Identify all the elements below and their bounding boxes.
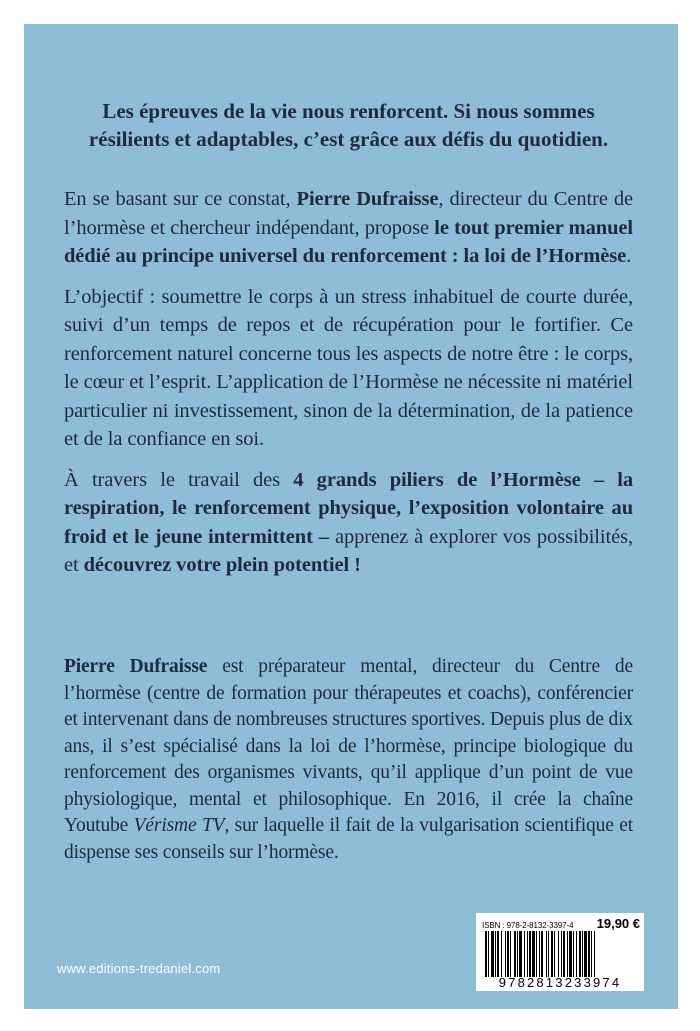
author-name: Pierre Dufraisse xyxy=(296,188,439,210)
channel-name: Vérisme TV xyxy=(133,815,225,836)
barcode-label xyxy=(476,913,644,991)
pillars-paragraph: À travers le travail des 4 grands piliers de l’Hormèse – la respiration, le renforcement physique, l’exposition volontaire au froid et le jeune intermittent – apprenez à explorer vos possibilités, et découvrez votre plein potentiel ! xyxy=(64,468,633,576)
lead-statement: Les épreuves de la vie nous renforcent. Si nous sommes résilients et adaptables, c’est grâce aux défis du quotidien. xyxy=(88,99,609,151)
isbn: ISBN : 978-2-8132-3397-4 xyxy=(482,921,574,930)
author-bio: Pierre Dufraisse est préparateur mental, directeur du Centre de l’hormèse (centre de formation pour thérapeutes et coachs), conférencier et intervenant dans de nombreuses structures sportives. Depuis plus de dix ans, il s’est spécialisé dans la loi de l’hormèse, principe biologique du renforcement des organismes vivants, qu’il applique d’un point de vue physiologique, mental et philosophique. En 2016, il crée la chaîne Youtube Vérisme TV, sur laquelle il fait de la vulgarisation scientifique et dispense ses conseils sur l’hormèse. xyxy=(64,656,633,863)
bio-author-name: Pierre Dufraisse xyxy=(64,656,208,677)
barcode-icon xyxy=(485,931,635,977)
price: 19,90 € xyxy=(596,916,640,931)
intro-paragraph: En se basant sur ce constat, Pierre Dufraisse, directeur du Centre de l’hormèse et chercheur indépendant, propose le tout premier manuel dédié au principe universel du renforcement : la loi de l’Hormèse. xyxy=(64,188,634,267)
publisher-website: www.editions-tredaniel.com xyxy=(57,961,221,976)
objective-paragraph: L’objectif : soumettre le corps à un stress inhabituel de courte durée, suivi d’un temps de repos et de récupération pour le fortifier. Ce renforcement naturel concerne tous les aspects de notre être : le corps, le cœur et l’esprit. L’application de l’Hormèse ne nécessite ni matériel particulier ni investissement, sinon de la détermination, de la patience et de la confiance en soi. xyxy=(64,285,633,450)
barcode-digits: 9782813233974 xyxy=(498,975,622,990)
blurb xyxy=(64,97,633,580)
